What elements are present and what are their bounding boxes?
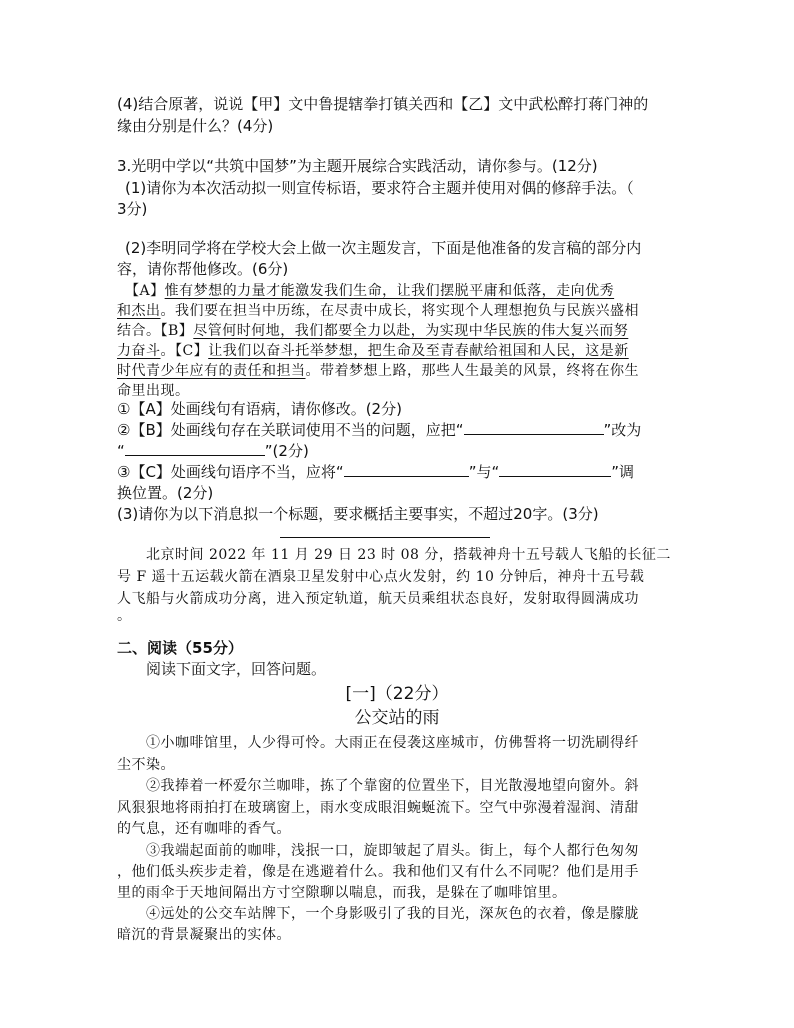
speech-line-3 xyxy=(117,320,677,342)
question-3-2-line-2: 容，请你帮他修改。(6分) xyxy=(117,260,289,278)
answer-blank[interactable] xyxy=(499,462,611,477)
speech-underlined-b: 尽管何时何地，我们都要全力以赴，为实现中华民族的伟大复兴而努 xyxy=(193,323,629,339)
speech-underlined-c-end: 时代青少年应有的责任和担当 xyxy=(117,363,306,379)
speech-line-5 xyxy=(117,360,677,382)
essay-p2-line-3: 的气息，还有咖啡的香气。 xyxy=(117,821,291,837)
news-line-4: 。 xyxy=(117,608,132,624)
speech-underlined-b-end: 力奋斗 xyxy=(117,343,161,359)
sub-question-2-line-1: ②【B】处画线句存在关联词使用不当的问题，应把“ ”改为 xyxy=(117,421,642,439)
essay-p1-line-1: ①小咖啡馆里，人少得可怜。大雨正在侵袭这座城市，仿佛誓将一切洗刷得纤 xyxy=(146,735,639,751)
sub-question-1: ①【A】处画线句有语病，请你修改。(2分) xyxy=(117,400,402,418)
section-2-intro: 阅读下面文字，回答问题。 xyxy=(146,660,327,678)
news-line-3: 人飞船与火箭成功分离，进入预定轨道，航天员乘组状态良好，发射取得圆满成功 xyxy=(117,591,639,607)
essay-p4-line-2: 暗沉的背景凝聚出的实体。 xyxy=(117,927,291,943)
news-line-2: 号 F 遥十五运载火箭在酒泉卫星发射中心点火发射，约 10 分钟后，神舟十五号载 xyxy=(117,569,645,585)
essay-p3-line-3: 里的雨伞于天地间隔出方寸空隙聊以喘息，而我，是躲在了咖啡馆里。 xyxy=(117,885,567,901)
speech-line-6: 命里出现。 xyxy=(117,383,190,399)
answer-blank[interactable] xyxy=(344,462,469,477)
question-3-1-line-1: (1)请你为本次活动拟一则宣传标语，要求符合主题并使用对偶的修辞手法。（ xyxy=(125,179,634,197)
essay-title: 公交站的雨 xyxy=(354,708,440,728)
question-4-line-1: (4)结合原著，说说【甲】文中鲁提辖拳打镇关西和【乙】文中武松醉打蒋门神的 xyxy=(117,95,649,113)
essay-p2-line-2: 风狠狠地将雨拍打在玻璃窗上，雨水变成眼泪蜿蜒流下。空气中弥漫着湿润、清甜 xyxy=(117,800,639,816)
speech-underlined-c: 让我们以奋斗托举梦想，把生命及至青春献给祖国和人民，这是新 xyxy=(208,343,629,359)
answer-blank[interactable] xyxy=(125,441,265,456)
speech-marker-b: 结合。【B】 xyxy=(117,323,194,339)
speech-text: 。我们要在担当中历练，在尽责中成长，将实现个人理想抱负与民族兴盛相 xyxy=(160,303,639,319)
question-3-title: 3.光明中学以“共筑中国梦”为主题开展综合实践活动，请你参与。(12分) xyxy=(117,157,598,175)
section-2-title: 二、阅读（55分） xyxy=(117,639,243,657)
essay-p4-line-1: ④远处的公交车站牌下，一个身影吸引了我的目光，深灰色的衣着，像是朦胧 xyxy=(146,906,639,922)
question-3-1-line-2: 3分) xyxy=(117,200,148,218)
answer-blank[interactable] xyxy=(464,420,604,435)
essay-p2-line-1: ②我捧着一杯爱尔兰咖啡，拣了个靠窗的位置坐下，目光散漫地望向窗外。斜 xyxy=(146,778,639,794)
question-3-3: (3)请你为以下消息拟一个标题，要求概括主要事实，不超过20字。(3分) xyxy=(117,505,599,523)
speech-marker-c: 。【C】 xyxy=(160,343,209,359)
speech-line-1 xyxy=(125,280,685,302)
speech-text-2: 。带着梦想上路，那些人生最美的风景，终将在你生 xyxy=(305,363,639,379)
speech-line-4 xyxy=(117,340,677,362)
essay-p1-line-2: 尘不染。 xyxy=(117,757,175,773)
speech-underlined-a-end: 和杰出 xyxy=(117,303,161,319)
speech-line-2 xyxy=(117,300,677,322)
question-3-2-line-1: (2)李明同学将在学校大会上做一次主题发言，下面是他准备的发言稿的部分内 xyxy=(125,239,642,257)
question-4-line-2: 缘由分别是什么？(4分) xyxy=(117,117,274,135)
speech-underlined-a: 惟有梦想的力量才能激发我们生命，让我们摆脱平庸和低落，走向优秀 xyxy=(164,283,615,299)
essay-p3-line-1: ③我端起面前的咖啡，浅抿一口，旋即皱起了眉头。街上，每个人都行色匆匆 xyxy=(146,843,639,859)
sub-question-3-line-1: ③【C】处画线句语序不当，应将“ ”与“ ”调 xyxy=(117,463,635,481)
sub-question-3-line-2: 换位置。(2分) xyxy=(117,484,214,502)
title-answer-line[interactable] xyxy=(280,537,490,538)
news-line-1: 北京时间 2022 年 11 月 29 日 23 时 08 分，搭载神舟十五号载人飞船的长征二 xyxy=(146,547,671,563)
part-1-label: [一]（22分） xyxy=(345,684,449,704)
speech-marker-a: 【A】 xyxy=(125,283,165,299)
sub-question-2-line-2: “ ”(2分) xyxy=(117,442,309,460)
essay-p3-line-2: ，他们低头疾步走着，像是在逃避着什么。我和他们又有什么不同呢？他们是用手 xyxy=(117,864,639,880)
